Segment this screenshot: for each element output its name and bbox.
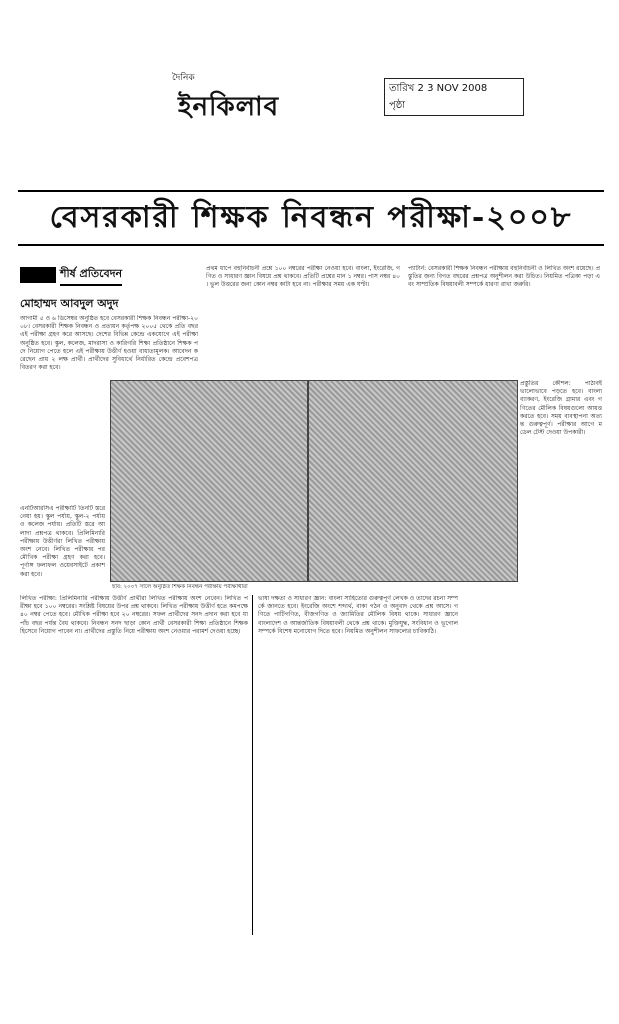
article-bottom-right: ভাষা দক্ষতা ও সাধারণ জ্ঞান: বাংলা সাহিত্যের গুরুত্বপূর্ণ লেখক ও তাদের রচনা সম্পর্কে জানতে হবে। ইংরেজি অংশে শব্দার্থ, বাক্য গঠন ও অনুবাদ থেকে প্রশ্ন আসে। গণিতে পাটিগণিত, বীজগণিত ও জ্যামিতির মৌলিক বিষয় থাকে। সাধারণ জ্ঞানে বাংলাদেশ ও আন্তর্জাতিক বিষয়াবলী থেকে প্রশ্ন থাকে। মুক্তিযুদ্ধ, সংবিধান ও ভূগোল সম্পর্কে বিশেষ মনোযোগ দিতে হবে। নিয়মিত অনুশীলন সাফল্যের চাবিকাঠি। — [258, 595, 458, 635]
byline-bar — [20, 265, 190, 285]
article-bottom-left: লিখিত পরীক্ষা: প্রিলিমিনারি পরীক্ষায় উত্তীর্ণ প্রার্থীরা লিখিত পরীক্ষায় অংশ নেবেন। লিখিত পরীক্ষা হবে ১০০ নম্বরের। সংশ্লিষ্ট বিষয়ের উপর প্রশ্ন থাকবে। লিখিত পরীক্ষায় উত্তীর্ণ হতে কমপক্ষে ৪০ নম্বর পেতে হবে। মৌখিক পরীক্ষা হবে ২০ নম্বরের। সফল প্রার্থীদের সনদ প্রদান করা হবে যা পাঁচ বছর পর্যন্ত বৈধ থাকবে। নিবন্ধন সনদ ছাড়া কোন প্রার্থী বেসরকারী শিক্ষা প্রতিষ্ঠানে শিক্ষক হিসেবে নিয়োগ পাবেন না। প্রার্থীদের প্রস্তুতি নিয়ে পরীক্ষায় অংশ নেওয়ার পরামর্শ দেওয়া হচ্ছে। — [20, 595, 248, 635]
byline-label: শীর্ষ প্রতিবেদন — [60, 265, 122, 286]
article-col3b: প্রস্তুতির কৌশল: পাঠ্যবই ভালোভাবে পড়তে হবে। বাংলা ব্যাকরণ, ইংরেজি গ্রামার এবং গণিতের মৌলিক বিষয়গুলো আয়ত্ত করতে হবে। সময় ব্যবস্থাপনা অত্যন্ত গুরুত্বপূর্ণ। পরীক্ষার আগে মডেল টেস্ট দেওয়া উপকারী। — [520, 380, 602, 437]
article-col1: আগামী ৫ ও ৬ ডিসেম্বর অনুষ্ঠিত হবে বেসরকারী শিক্ষক নিবন্ধন পরীক্ষা-২০০৮। বেসরকারী শিক্ষক নিবন্ধন ও প্রত্যয়ন কর্তৃপক্ষ ২০০৫ থেকে প্রতি বছর এই পরীক্ষা গ্রহণ করে আসছে। দেশের বিভিন্ন কেন্দ্রে একযোগে এই পরীক্ষা অনুষ্ঠিত হবে। স্কুল, কলেজ, মাদরাসা ও কারিগরি শিক্ষা প্রতিষ্ঠানে শিক্ষক পদে নিয়োগ পেতে হলে এই পরীক্ষায় উত্তীর্ণ হওয়া বাধ্যতামূলক। আবেদন করেছেন প্রায় ২ লক্ষ প্রার্থী। প্রার্থীদের সুবিধার্থে নির্ধারিত কেন্দ্রে প্রবেশপত্র বিতরণ করা হবে। — [20, 315, 198, 372]
masthead-small: দৈনিক — [172, 73, 195, 83]
article-col2: প্রথম ধাপে বহুনির্বাচনী প্রশ্নে ১০০ নম্বরের পরীক্ষা নেওয়া হবে। বাংলা, ইংরেজি, গণিত ও সাধারণ জ্ঞান বিষয়ে প্রশ্ন থাকবে। প্রতিটি প্রশ্নের মান ১ নম্বর। পাস নম্বর ৪০। ভুল উত্তরের জন্য কোন নম্বর কাটা হবে না। পরীক্ষার সময় এক ঘণ্টা। — [206, 265, 400, 289]
article-col3: প্যাটার্ন: বেসরকারী শিক্ষক নিবন্ধন পরীক্ষায় বহুনির্বাচনী ও লিখিত অংশ রয়েছে। প্রস্তুতির জন্য বিগত বছরের প্রশ্নপত্র অনুশীলন করা উচিত। নিয়মিত পত্রিকা পড়া এবং সাম্প্রতিক বিষয়াবলী সম্পর্কে ধারণা রাখা জরুরি। — [408, 265, 600, 289]
date-stamp — [384, 78, 524, 116]
headline: বেসরকারী শিক্ষক নিবন্ধন পরীক্ষা-২০০৮ — [49, 199, 573, 235]
byline-logo-icon — [20, 267, 56, 283]
photo-caption: ছবি: ২০০৭ সালে অনুষ্ঠিত শিক্ষক নিবন্ধন পরীক্ষায় পরীক্ষার্থীরা — [112, 584, 248, 590]
exam-hall-photo-left — [110, 380, 308, 582]
article-col1b: এনটিআরসিএ পরীক্ষাটি তিনটি স্তরে নেয়া হয়। স্কুল পর্যায়, স্কুল-২ পর্যায় ও কলেজ পর্যায়। প্রতিটি স্তরে আলাদা প্রশ্নপত্র থাকবে। প্রিলিমিনারি পরীক্ষায় উত্তীর্ণরা লিখিত পরীক্ষায় অংশ নেবে। লিখিত পরীক্ষার পর মৌখিক পরীক্ষা গ্রহণ করা হবে। পূর্ণাঙ্গ ফলাফল ওয়েবসাইটে প্রকাশ করা হবে। — [20, 505, 105, 578]
author: মোহাম্মদ আবদুল অদুদ — [20, 297, 119, 310]
stamp-date-value: 2 3 NOV 2008 — [417, 83, 488, 94]
exam-hall-photo-right — [308, 380, 518, 582]
masthead-name: ইনকিলাব — [178, 92, 280, 122]
column-divider — [252, 595, 253, 935]
headline-box — [18, 190, 604, 246]
stamp-date-label: তারিখ — [389, 83, 415, 94]
stamp-page-label: পৃষ্ঠা — [389, 100, 406, 111]
